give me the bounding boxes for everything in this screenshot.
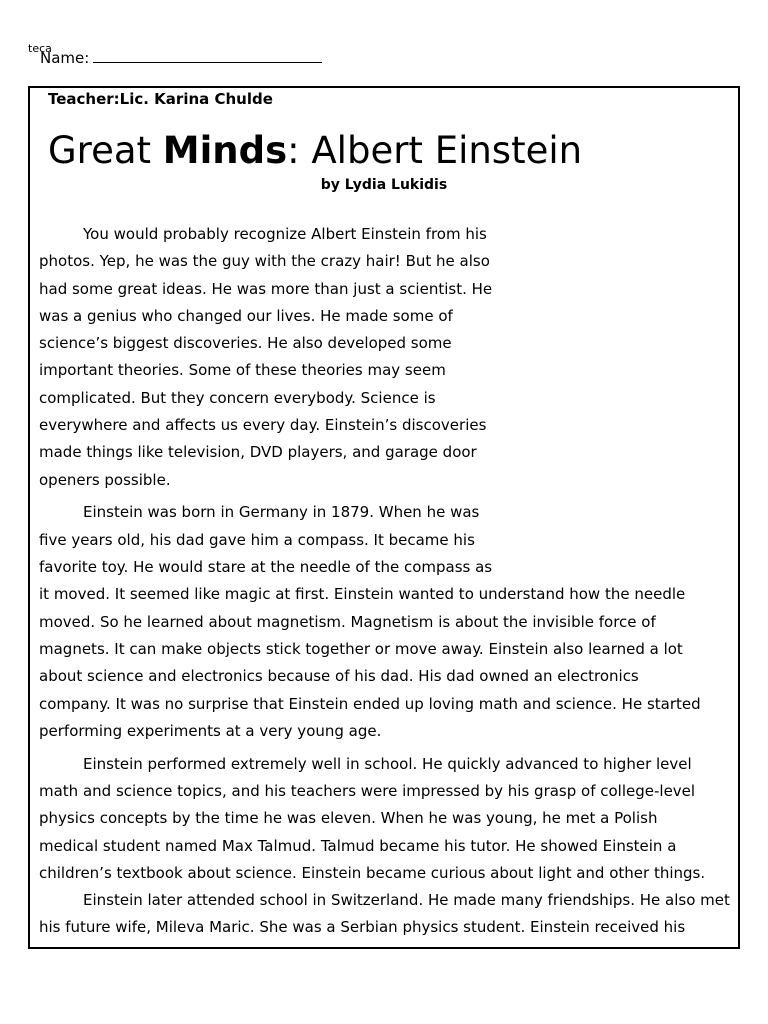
teacher-line: Teacher:Lic. Karina Chulde: [48, 90, 273, 108]
name-field: [40, 48, 322, 68]
text-line: Einstein later attended school in Switzerland. He made many friendships. He also met: [83, 891, 730, 910]
title-part-great: Great: [48, 129, 163, 172]
text-line: five years old, his dad gave him a compass. It became his: [39, 530, 475, 549]
text-line: children’s textbook about science. Einstein became curious about light and other things.: [39, 863, 706, 882]
text-line: photos. Yep, he was the guy with the crazy hair! But he also: [39, 252, 490, 271]
text-line: it moved. It seemed like magic at first. Einstein wanted to understand how the needle: [39, 585, 686, 604]
text-line: Einstein was born in Germany in 1879. When he was: [83, 503, 480, 522]
text-line: math and science topics, and his teachers were impressed by his grasp of college-level: [39, 781, 696, 800]
text-line: Einstein performed extremely well in school. He quickly advanced to higher level: [83, 754, 692, 773]
page-title: [48, 128, 582, 174]
byline: by Lydia Lukidis: [320, 177, 448, 193]
name-blank-line[interactable]: [93, 48, 322, 63]
text-line: moved. So he learned about magnetism. Magnetism is about the invisible force of: [39, 612, 656, 631]
paragraph-4: [39, 887, 729, 942]
corner-note: teca: [28, 42, 52, 55]
paragraph-1: [39, 221, 729, 494]
text-line: company. It was no surprise that Einstein ended up loving math and science. He started: [39, 694, 701, 713]
text-line: had some great ideas. He was more than just a scientist. He: [39, 279, 493, 298]
text-line: performing experiments at a very young age.: [39, 721, 382, 740]
title-part-subject: : Albert Einstein: [287, 129, 583, 172]
text-line: You would probably recognize Albert Einstein from his: [83, 225, 487, 243]
text-line: his future wife, Mileva Maric. She was a Serbian physics student. Einstein received his: [39, 918, 686, 937]
text-line: favorite toy. He would stare at the needle of the compass as: [39, 558, 493, 577]
title-part-minds: Minds: [162, 129, 288, 172]
text-line: complicated. But they concern everybody. Science is: [39, 388, 436, 407]
text-line: important theories. Some of these theories may seem: [39, 361, 446, 380]
name-label: Name:: [40, 49, 90, 67]
paragraph-3: [39, 751, 729, 887]
text-line: everywhere and affects us every day. Einstein’s discoveries: [39, 416, 487, 435]
text-line: was a genius who changed our lives. He made some of: [39, 306, 453, 325]
paragraph-2: [39, 499, 729, 745]
text-line: science’s biggest discoveries. He also developed some: [39, 334, 452, 353]
text-line: openers possible.: [39, 470, 171, 489]
text-line: magnets. It can make objects stick together or move away. Einstein also learned a lot: [39, 639, 683, 658]
text-line: about science and electronics because of his dad. His dad owned an electronics: [39, 667, 639, 686]
text-line: physics concepts by the time he was eleven. When he was young, he met a Polish: [39, 809, 658, 828]
article-body: [39, 221, 729, 942]
text-line: made things like television, DVD players, and garage door: [39, 443, 477, 462]
text-line: medical student named Max Talmud. Talmud became his tutor. He showed Einstein a: [39, 836, 677, 855]
